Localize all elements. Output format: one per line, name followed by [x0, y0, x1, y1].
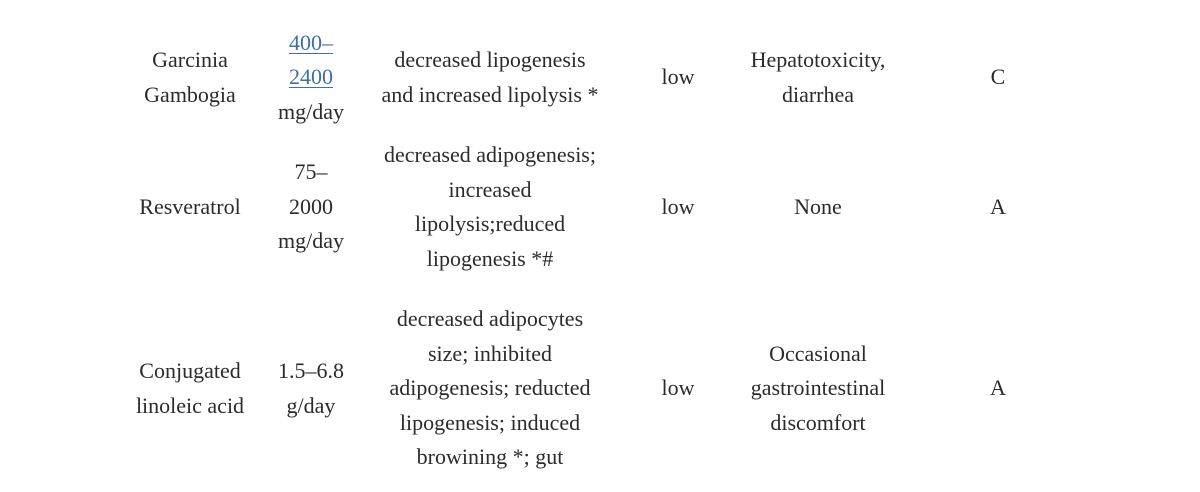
mechanism-line: lipogenesis; induced	[399, 409, 581, 435]
dose-cell	[262, 138, 360, 276]
supplement-name-cell	[100, 285, 280, 492]
dose-unit: mg/day	[278, 98, 344, 124]
mechanism-line: and increased lipolysis *	[381, 81, 599, 107]
dose-line: 2000	[289, 193, 333, 219]
supplement-name-cell	[100, 26, 280, 129]
supplement-name-line: Garcinia	[152, 47, 228, 72]
dose-line: g/day	[286, 392, 336, 418]
grade-cell	[948, 138, 1048, 276]
dose-line: mg/day	[278, 228, 344, 254]
dose-cell	[262, 285, 360, 492]
mechanism-line: decreased adipogenesis;	[384, 142, 596, 167]
dose-reference-link[interactable]: 2400	[289, 64, 333, 90]
side-effects-line: diarrhea	[781, 81, 855, 107]
table-row	[0, 26, 1200, 129]
mechanism-cell	[365, 138, 615, 276]
mechanism-line: lipolysis;reduced	[414, 211, 566, 236]
side-effects-line: Hepatotoxicity,	[750, 47, 886, 72]
table-row	[0, 285, 1200, 492]
mechanism-line: increased	[448, 176, 532, 202]
mechanism-line: size; inhibited	[427, 340, 553, 366]
grade-cell	[948, 285, 1048, 492]
mechanism-line: lipogenesis *#	[426, 245, 554, 271]
side-effects-line: discomfort	[770, 409, 866, 435]
evidence-level-cell	[628, 26, 728, 129]
side-effects-cell	[718, 138, 918, 276]
grade: A	[990, 193, 1006, 219]
supplement-name-line: linoleic acid	[135, 392, 245, 418]
supplement-name-line: Conjugated	[139, 358, 241, 383]
mechanism-line: decreased lipogenesis	[394, 47, 586, 72]
supplement-name-line: Resveratrol	[139, 193, 241, 219]
dose-reference-link[interactable]: 400–	[289, 29, 333, 55]
mechanism-line: adipogenesis; reducted	[389, 375, 591, 401]
side-effects-line: gastrointestinal	[750, 375, 886, 401]
mechanism-line: browining *; gut	[416, 444, 564, 470]
dose-line: 75–	[294, 159, 328, 185]
evidence-level-cell	[628, 285, 728, 492]
dose-cell	[262, 26, 360, 129]
side-effects-line: Occasional	[769, 340, 867, 366]
supplement-name-cell	[100, 138, 280, 276]
evidence-level: low	[661, 375, 695, 401]
side-effects-cell	[718, 26, 918, 129]
side-effects-line: None	[794, 193, 842, 219]
dose-line: 1.5–6.8	[278, 358, 344, 383]
table-row	[0, 138, 1200, 276]
grade: C	[990, 64, 1006, 90]
mechanism-cell	[365, 285, 615, 492]
grade: A	[990, 375, 1006, 401]
supplement-name-line: Gambogia	[144, 81, 236, 107]
mechanism-line: decreased adipocytes	[396, 306, 584, 332]
evidence-level: low	[661, 193, 695, 219]
evidence-level-cell	[628, 138, 728, 276]
evidence-level: low	[661, 64, 695, 90]
mechanism-cell	[365, 26, 615, 129]
side-effects-cell	[718, 285, 918, 492]
grade-cell	[948, 26, 1048, 129]
